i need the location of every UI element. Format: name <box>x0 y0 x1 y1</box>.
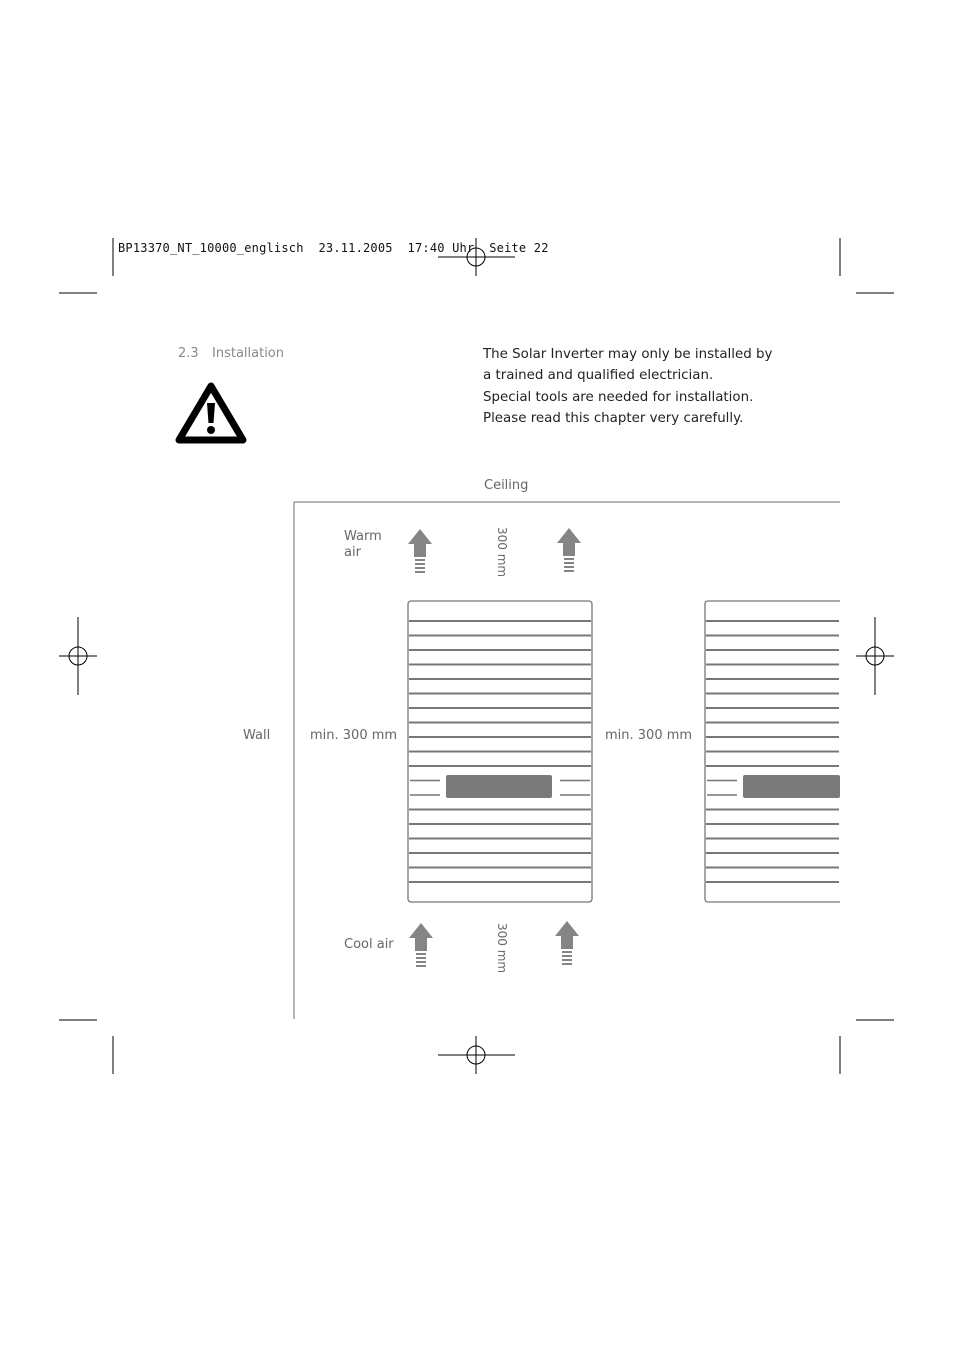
left-clearance-label: min. 300 mm <box>310 728 398 743</box>
warm-air-label-line1: Warm <box>344 529 382 544</box>
inverter-unit-right <box>705 601 840 902</box>
warm-air-arrow-icon <box>557 528 581 571</box>
warm-air-label-line2: air <box>344 545 361 560</box>
section-title: Installation <box>212 346 285 361</box>
bottom-clearance-label: 300 mm <box>495 923 509 974</box>
intro-line: Special tools are needed for installation. <box>483 389 754 405</box>
display-panel <box>446 775 552 798</box>
intro-line: a trained and qualified electrician. <box>483 368 714 384</box>
warm-air-arrow-icon <box>408 529 432 572</box>
display-panel <box>743 775 840 798</box>
cool-air-arrow-icon <box>409 923 433 966</box>
ceiling-label: Ceiling <box>484 478 529 493</box>
cool-air-label: Cool air <box>344 937 394 952</box>
intro-line: Please read this chapter very carefully. <box>483 410 744 426</box>
intro-line: The Solar Inverter may only be installed by <box>483 347 773 362</box>
wall-label: Wall <box>243 728 271 743</box>
cool-air-arrow-icon <box>555 921 579 964</box>
print-slug-line: BP13370_NT_10000_englisch 23.11.2005 17:40 Uhr Seite 22 <box>118 241 549 255</box>
middle-clearance-label: min. 300 mm <box>605 728 693 743</box>
inverter-unit-left <box>408 601 592 902</box>
section-number: 2.3 <box>178 346 199 361</box>
top-clearance-label: 300 mm <box>495 527 509 578</box>
